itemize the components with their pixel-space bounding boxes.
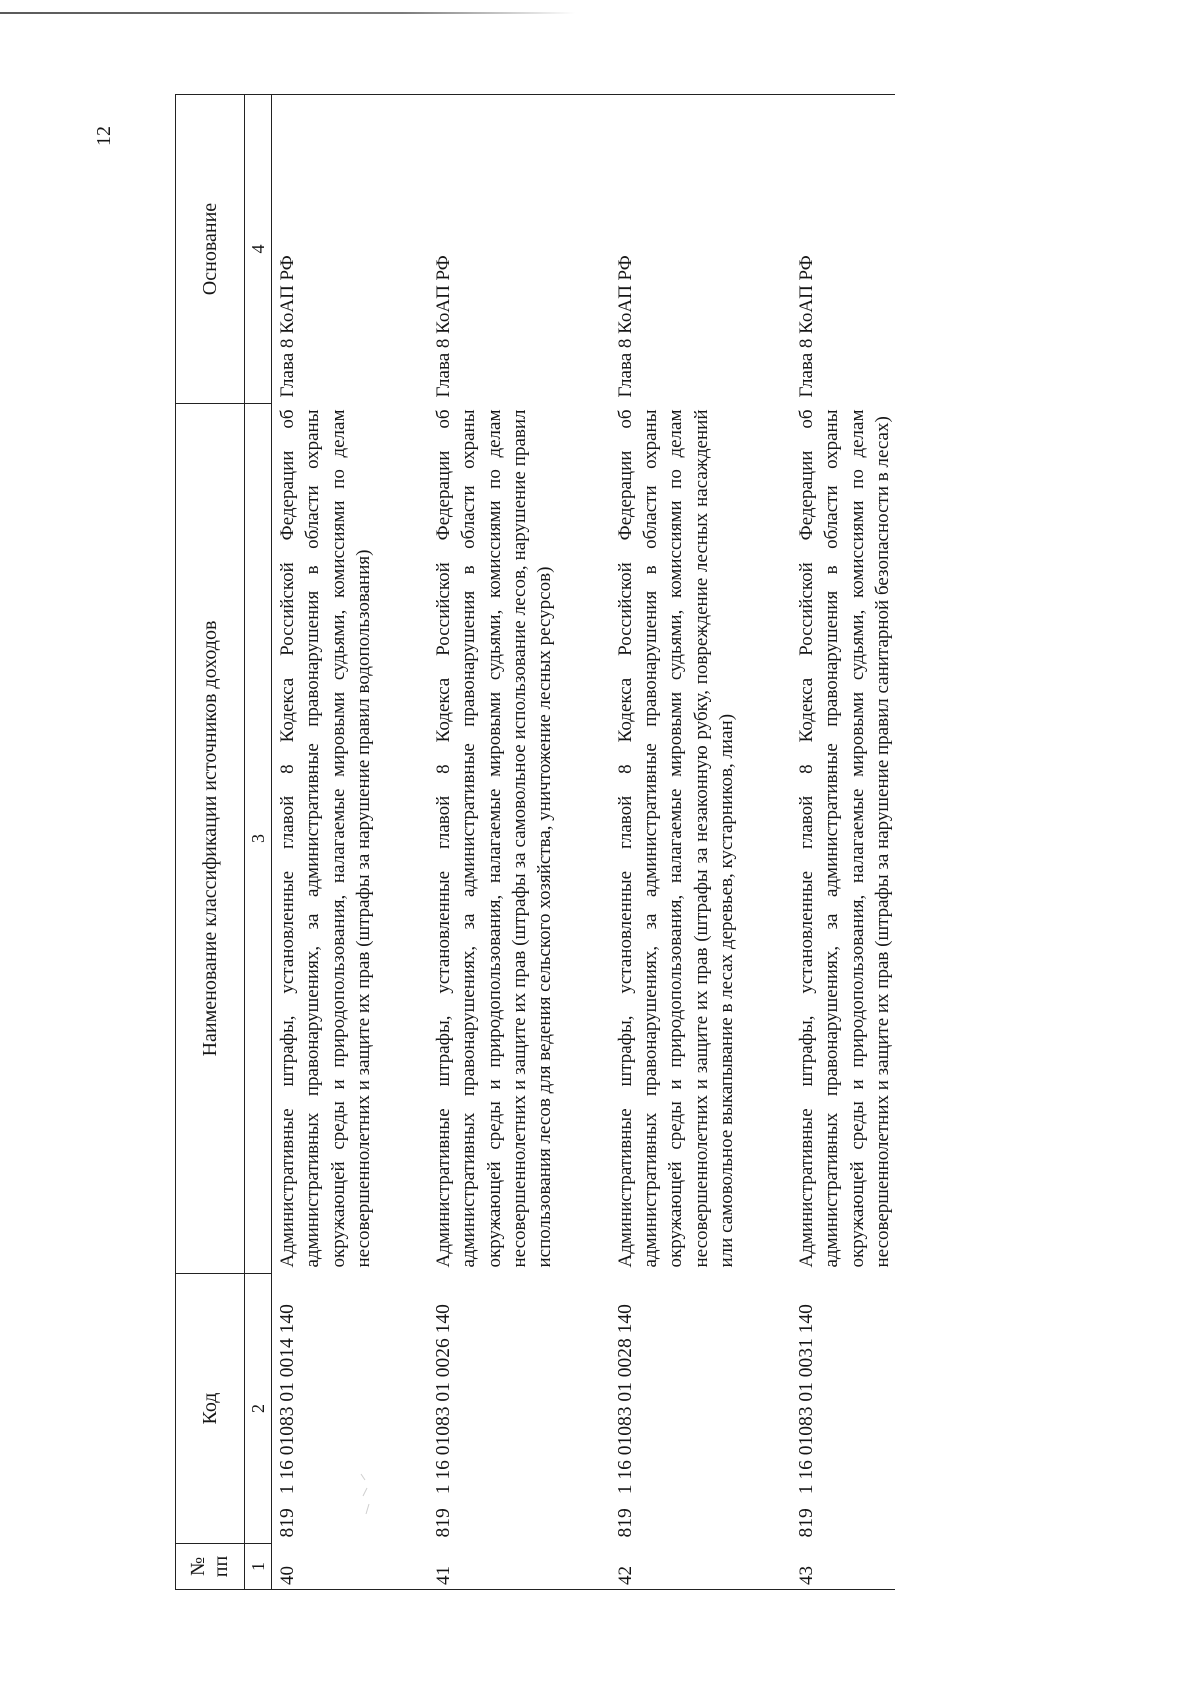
revenue-code: 1 16 01083 01 0028 140 [614, 1304, 636, 1495]
row-description: Административные штрафы, установленные главой 8 Кодекса Российской Федерации об административных правонарушениях, за административные правонарушения в области охраны окружающей среды и природопользования, налагаемые мировыми судьями, комиссиями по делам несовершеннолетних и защите их прав (штрафы за самовольное использование лесов, нарушение правил использования лесов для ведения сельского хозяйства, уничтожение лесных ресурсов) [433, 409, 556, 1268]
administrator-code: 819 [277, 1508, 298, 1538]
row-code-cell [610, 1274, 791, 1544]
row-code-cell [791, 1274, 895, 1544]
table-header-row [176, 95, 245, 1590]
table-row [791, 95, 895, 1590]
header-number: № пп [176, 1544, 245, 1590]
row-basis: Глава 8 КоАП РФ [614, 255, 636, 398]
row-description: Административные штрафы, установленные главой 8 Кодекса Российской Федерации об административных правонарушениях, за административные правонарушения в области охраны окружающей среды и природопользования, налагаемые мировыми судьями, комиссиями по делам несовершеннолетних и защите их прав (штрафы за нарушение правил санитарной безопасности в лесах) [796, 409, 894, 1268]
header-code: Код [176, 1274, 245, 1544]
header-basis: Основание [176, 95, 245, 404]
header-classification-name: Наименование классификации источников доходов [176, 404, 245, 1274]
column-number-row [245, 95, 272, 1590]
revenue-code: 1 16 01083 01 0026 140 [433, 1304, 455, 1495]
row-code-cell [428, 1274, 609, 1544]
column-number-2: 2 [245, 1274, 272, 1544]
column-number-1: 1 [245, 1544, 272, 1590]
row-number: 43 [796, 1566, 818, 1585]
scan-edge-line [0, 12, 575, 14]
row-code-cell [272, 1274, 429, 1544]
row-number: 42 [614, 1566, 636, 1585]
administrator-code: 819 [796, 1508, 818, 1538]
row-description: Административные штрафы, установленные главой 8 Кодекса Российской Федерации об административных правонарушениях, за административные правонарушения в области охраны окружающей среды и природопользования, налагаемые мировыми судьями, комиссиями по делам несовершеннолетних и защите их прав (штрафы за незаконную рубку, повреждение лесных насаждений или самовольное выкапывание в лесах деревьев, кустарников, лиан) [614, 409, 737, 1268]
table-row [610, 95, 791, 1590]
column-number-3: 3 [245, 404, 272, 1274]
page-number: 12 [92, 126, 115, 146]
row-basis: Глава 8 КоАП РФ [277, 255, 298, 398]
row-number: 41 [433, 1566, 455, 1585]
row-basis: Глава 8 КоАП РФ [796, 255, 818, 398]
revenue-code: 1 16 01083 01 0031 140 [796, 1304, 818, 1495]
administrator-code: 819 [614, 1508, 636, 1538]
row-basis: Глава 8 КоАП РФ [433, 255, 455, 398]
rotated-page-content [175, 95, 1025, 1590]
revenue-code: 1 16 01083 01 0014 140 [277, 1304, 298, 1495]
administrator-code: 819 [433, 1508, 455, 1538]
table-row [428, 95, 609, 1590]
column-number-4: 4 [245, 95, 272, 404]
revenue-classification-table [175, 94, 895, 1590]
table-row [272, 95, 429, 1590]
row-description: Административные штрафы, установленные главой 8 Кодекса Российской Федерации об административных правонарушениях, за административные правонарушения в области охраны окружающей среды и природопользования, налагаемые мировыми судьями, комиссиями по делам несовершеннолетних и защите их прав (штрафы за нарушение правил водопользования) [277, 409, 374, 1268]
row-number: 40 [277, 1566, 298, 1585]
